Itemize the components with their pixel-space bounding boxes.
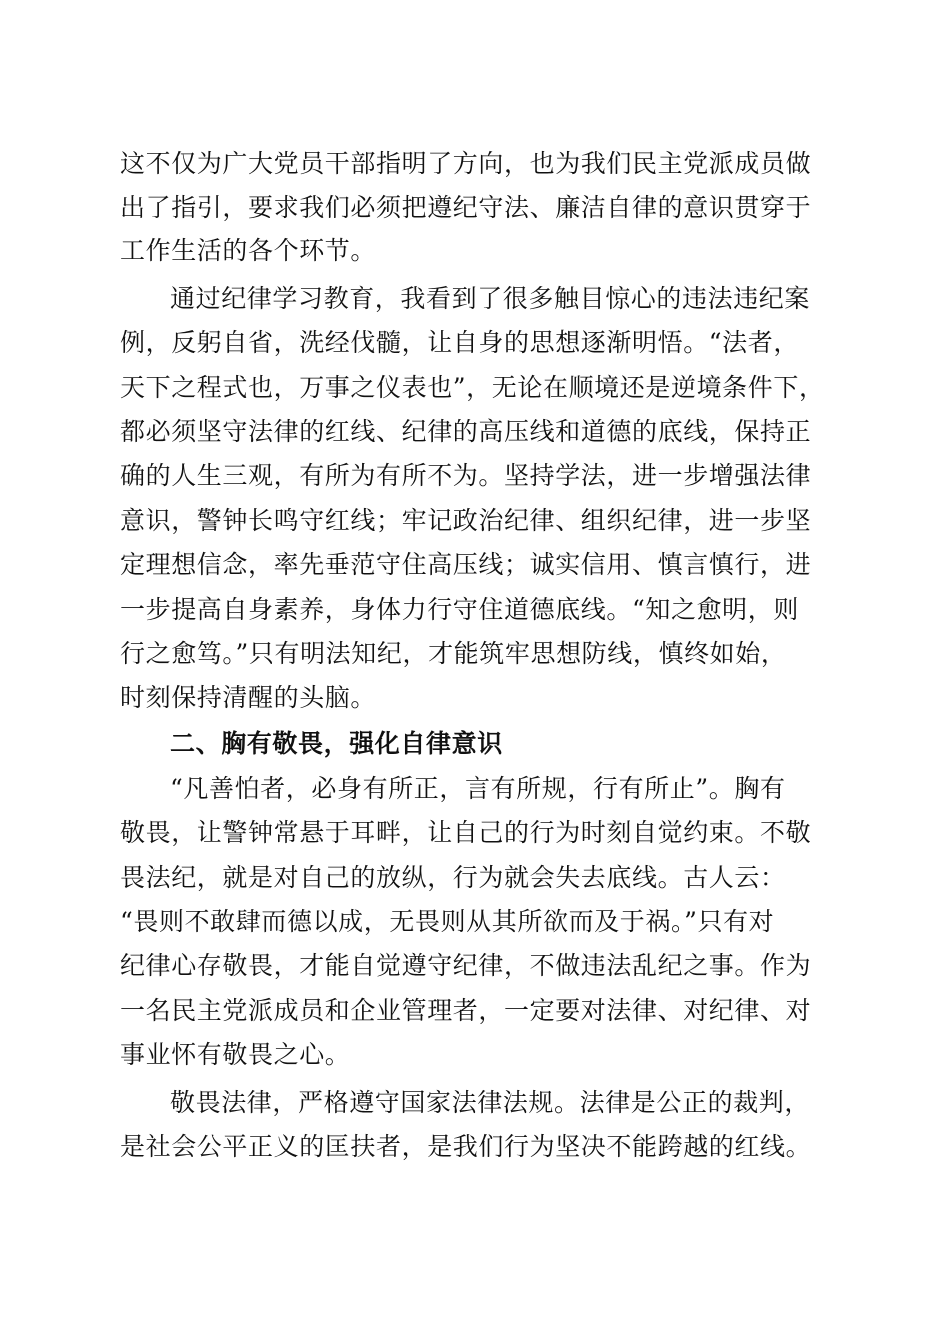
paragraph-line: 纪律心存敬畏，才能自觉遵守纪律，不做违法乱纪之事。作为 [120, 951, 812, 980]
paragraph-line: 畏法纪，就是对自己的放纵，行为就会失去底线。古人云： [120, 863, 786, 892]
paragraph-line: 天下之程式也，万事之仪表也”，无论在顺境还是逆境条件下， [120, 373, 825, 402]
paragraph-line: 敬畏，让警钟常悬于耳畔，让自己的行为时刻自觉约束。不敬 [120, 818, 812, 847]
paragraph-line: “畏则不敢肆而德以成，无畏则从其所欲而及于祸。”只有对 [120, 907, 775, 936]
paragraph-line: 时刻保持清醒的头脑。 [120, 683, 377, 712]
paragraph-line: 事业怀有敬畏之心。 [120, 1040, 351, 1069]
paragraph-line: 工作生活的各个环节。 [120, 236, 377, 265]
paragraph-line: 是社会公平正义的匡扶者，是我们行为坚决不能跨越的红线。 [120, 1132, 812, 1161]
paragraph-first-line: “凡善怕者，必身有所正，言有所规，行有所止”。胸有 [170, 774, 786, 803]
paragraph-line: 意识，警钟长鸣守红线；牢记政治纪律、组织纪律，进一步坚 [120, 506, 812, 535]
paragraph-line: 出了指引，要求我们必须把遵纪守法、廉洁自律的意识贯穿于 [120, 193, 812, 222]
paragraph-line: 例，反躬自省，洗经伐髓，让自身的思想逐渐明悟。“法者， [120, 328, 799, 357]
paragraph-first-line: 敬畏法律，严格遵守国家法律法规。法律是公正的裁判， [170, 1088, 811, 1117]
paragraph-first-line: 通过纪律学习教育，我看到了很多触目惊心的违法违纪案 [170, 284, 811, 313]
paragraph-line: 都必须坚守法律的红线、纪律的高压线和道德的底线，保持正 [120, 417, 812, 446]
paragraph-line: 这不仅为广大党员干部指明了方向，也为我们民主党派成员做 [120, 149, 812, 178]
paragraph-line: 确的人生三观，有所为有所不为。坚持学法，进一步增强法律 [120, 461, 812, 490]
paragraph-line: 行之愈笃。”只有明法知纪，才能筑牢思想防线，慎终如始， [120, 639, 787, 668]
paragraph-line: 一名民主党派成员和企业管理者，一定要对法律、对纪律、对 [120, 996, 812, 1025]
paragraph-line: 一步提高自身素养，身体力行守住道德底线。“知之愈明，则 [120, 595, 799, 624]
section-heading: 二、胸有敬畏，强化自律意识 [170, 729, 503, 758]
paragraph-line: 定理想信念，率先垂范守住高压线；诚实信用、慎言慎行，进 [120, 550, 812, 579]
